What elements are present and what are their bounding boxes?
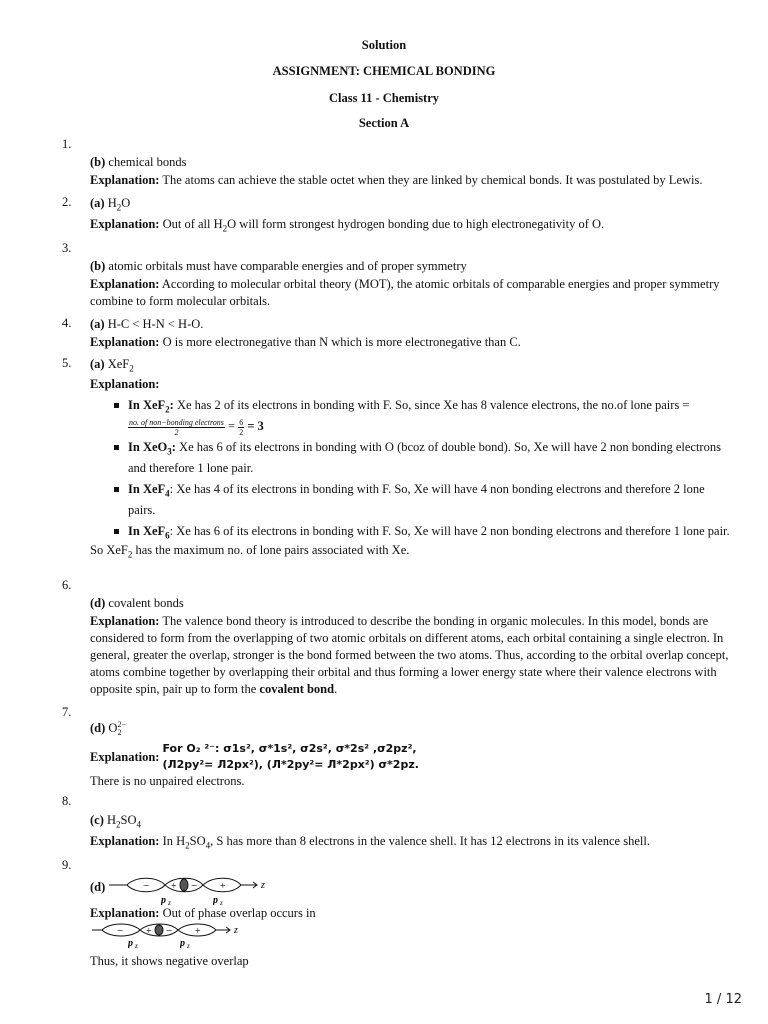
svg-text:z: z: [234, 925, 238, 936]
question-number: 1.: [62, 137, 72, 151]
question-1-answer: (b) chemical bonds Explanation: The atoms can achieve the stable octet when they are linked by chemical bonds. It was postulated by Lewis.: [90, 155, 703, 187]
question-number: 2.: [62, 195, 72, 209]
svg-text:+: +: [220, 881, 226, 892]
svg-text:p: p: [180, 938, 185, 948]
orbital-overlap-diagram: [107, 875, 277, 905]
mo-configuration: For O₂ ²⁻: σ1s², σ*1s², σ2s², σ*2s² ,σ2pz², (Л2py²= Л2px²), (Л*2py²= Л*2px²) σ*2pz.: [162, 742, 419, 772]
question-number: 3.: [62, 241, 72, 255]
svg-text:z: z: [168, 899, 172, 905]
lone-pair-fraction: $\frac{\text{no. of non−bonding electrons}}{2}$: [129, 417, 224, 437]
svg-text:+: +: [195, 926, 201, 937]
solution-heading: Solution: [361, 38, 407, 52]
svg-text:p: p: [213, 895, 219, 905]
svg-text:−: −: [143, 880, 150, 892]
class-subtitle: Class 11 - Chemistry: [328, 91, 440, 105]
bullet-item: In XeO$_3$: Xe has 6 of its electrons in bonding with O (bcoz of double bond). So, Xe will have 2 non bonding electrons and therefore 1 lone pair.: [128, 437, 730, 479]
assignment-title: ASSIGNMENT: CHEMICAL BONDING: [272, 64, 496, 78]
section-heading: Section A: [358, 116, 410, 130]
question-number: 8.: [62, 794, 72, 808]
question-number: 4.: [62, 316, 72, 330]
question-6-answer: (d) covalent bonds Explanation: The valence bond theory is introduced to describe the bonding in organic molecules. In this model, bonds are considered to form from the overlapping of two atomic orbitals on different atoms, each orbital containing a single electron. In general, greater the overlap, stronger is the bond formed between the two atoms. Thus, according to the orbital overlap concept, atoms combine together by overlapping their orbital and thus forming a lower energy state where their valence electrons with opposite spin, pair up to form the covalent bond.: [90, 596, 729, 696]
question-7-answer: (d) O 2− 2 Explanation: For O₂ ²⁻: σ1s², σ*1s², σ2s², σ*2s² ,σ2pz², (Л2py²= Л2px²), (Л*2py²= Л*2px²) σ*2pz. There is no unpaired electrons.: [90, 720, 419, 789]
question-9-answer: (d) − + − + z p z p z Explanation: Out of phase overlap occurs in − + − + z p z p z Thus, it shows negative overlap: [90, 875, 730, 970]
bullet-item: In XeF$_4$: Xe has 4 of its electrons in bonding with F. So, Xe will have 4 non bonding electrons and therefore 2 lone pairs.: [128, 479, 730, 521]
bullet-item: In XeF$_6$: Xe has 6 of its electrons in bonding with F. So, Xe will have 2 non bonding electrons and therefore 1 lone pair.: [128, 521, 730, 542]
svg-text:+: +: [146, 926, 152, 937]
svg-text:z: z: [261, 880, 266, 891]
svg-text:z: z: [220, 899, 224, 905]
question-number: 9.: [62, 858, 72, 872]
question-3-answer: (b) atomic orbitals must have comparable energies and of proper symmetry Explanation: According to molecular orbital theory (MOT), the atomic orbitals of comparable energies and proper symmetry combine to form molecular orbitals.: [90, 259, 720, 308]
question-number: 6.: [62, 578, 72, 592]
svg-text:z: z: [135, 942, 138, 948]
question-2-answer: (a) $H_2O$ Explanation: Out of all $H_2O$ will form strongest hydrogen bonding due to high electronegativity of O.: [90, 196, 605, 234]
question-4-answer: (a) H-C < H-N < H-O. Explanation: O is more electronegative than N which is more electronegative than C.: [90, 317, 521, 349]
question-number: 5.: [62, 356, 72, 370]
question-number: 7.: [62, 705, 72, 719]
orbital-overlap-diagram: [90, 922, 250, 948]
question-5-answer: (a) XeF$_2$ Explanation: In XeF$_2$: Xe has 2 of its electrons in bonding with F. So, since Xe has 8 valence electrons, the no.of lone pairs = $\frac{\text{no. of non−bonding electrons}}{2}$ = $\frac{6}{2}$ = 3 In XeO$_3$: Xe has 6 of its electrons in bonding with O (bcoz of double bond). So, Xe will have 2 non bonding electrons and therefore 1 lone pair. In XeF$_4$: Xe has 4 of its electrons in bonding with F. So, Xe will have 4 non bonding electrons and therefore 2 lone pairs. In XeF$_6$: Xe has 6 of its electrons in bonding with F. So, Xe will have 2 non bonding electrons and therefore 1 lone pair. So XeF$_2$ has the maximum no. of lone pairs associated with Xe.: [90, 357, 730, 560]
svg-text:p: p: [128, 938, 133, 948]
svg-text:+: +: [171, 881, 177, 892]
svg-text:−: −: [191, 880, 198, 892]
svg-text:z: z: [187, 942, 190, 948]
svg-text:p: p: [161, 895, 167, 905]
svg-text:−: −: [166, 925, 173, 937]
svg-text:−: −: [117, 925, 124, 937]
bullet-item: In XeF$_2$: Xe has 2 of its electrons in bonding with F. So, since Xe has 8 valence electrons, the no.of lone pairs = $\frac{\text{no. of non−bonding electrons}}{2}$ = $\frac{6}{2}$ = 3: [128, 395, 730, 437]
page-number: 1 / 12: [704, 992, 742, 1007]
question-8-answer: (c) $H_2SO_4$ Explanation: In $H_2SO_4$, S has more than 8 electrons in the valence shell. It has 12 electrons in its valence shell.: [90, 813, 650, 851]
